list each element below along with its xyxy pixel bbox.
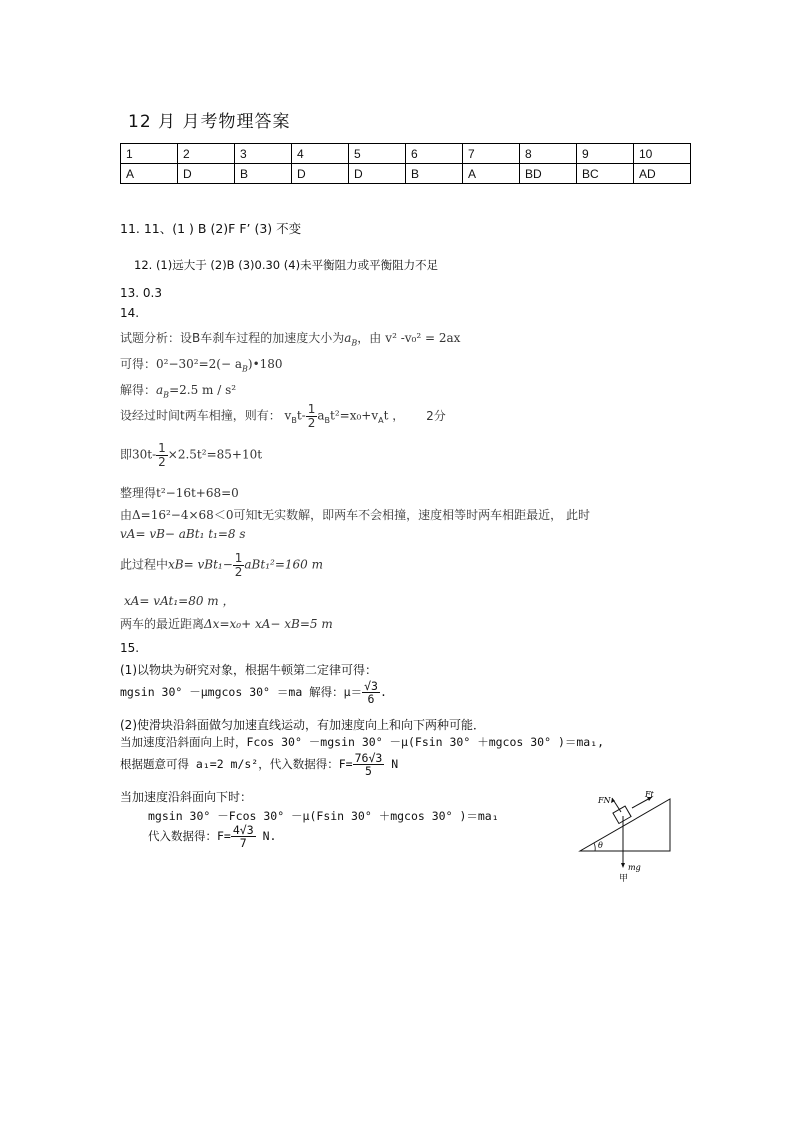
text: . — [379, 685, 387, 700]
q14-line-10: xA= vAt₁=80 m ， — [124, 594, 235, 608]
denominator: 6 — [367, 692, 375, 707]
q15-line-7: mgsin 30° －Fcos 30° －μ(Fsin 30° ＋mgcos 30° )＝ma₁ — [148, 809, 499, 823]
label: 可得： — [120, 357, 157, 371]
fraction — [231, 824, 256, 849]
answer-cell: B — [406, 164, 463, 184]
answer-11: 11. 11、(1 ) B (2)F F’ (3) 不变 — [120, 221, 302, 236]
subscript: B — [163, 390, 170, 400]
equation: xB= vBt₁− — [168, 557, 233, 572]
question-number-cell: 4 — [292, 144, 349, 164]
equation: aBt₁²=160 m — [244, 557, 323, 572]
answer-cell: D — [349, 164, 406, 184]
fn-label: FN — [598, 796, 611, 805]
answer-cell: BD — [520, 164, 577, 184]
equation: 即30t- — [120, 447, 157, 462]
denominator: 5 — [364, 764, 372, 779]
q14-line-11 — [120, 615, 333, 632]
q15-line-3: (2)使滑块沿斜面做匀加速直线运动，有加速度向上和向下两种可能． — [120, 718, 486, 732]
fraction — [362, 680, 380, 705]
equation: ×2.5t²=85+10t — [167, 447, 263, 462]
gravity-arrowhead — [621, 863, 625, 868]
q14-line-2 — [120, 355, 283, 373]
q14-line-1 — [120, 329, 460, 347]
equation: Δx=x₀+ xA− xB=5 m — [204, 617, 333, 631]
q15-line-1: (1)以物块为研究对象，根据牛顿第二定律可得： — [120, 663, 377, 677]
symbol-a: a — [317, 408, 325, 423]
answer-12: 12. (1)远大于 (2)B (3)0.30 (4)未平衡阻力或平衡阻力不足 — [134, 258, 439, 272]
q15-number: 15. — [120, 641, 140, 655]
incline-diagram — [575, 786, 675, 886]
answer-table-answer-row — [121, 164, 691, 184]
subscript: B — [351, 338, 358, 348]
subscript: B — [242, 364, 248, 374]
q15-line-8 — [148, 824, 276, 849]
theta-label: θ — [598, 841, 603, 850]
label: 解得： — [120, 383, 157, 397]
denominator: 2 — [234, 564, 243, 579]
fraction-half — [306, 403, 318, 429]
denominator: 2 — [158, 454, 166, 469]
equation: t²=x₀+v — [330, 408, 379, 423]
symbol-v: v — [284, 408, 292, 423]
text: N — [384, 757, 399, 772]
q14-line-3 — [120, 381, 236, 399]
q14-line-8: vA= vB− aBt₁ t₁=8 s — [120, 527, 246, 541]
q14-line-6 — [120, 484, 239, 501]
text: ，由 — [357, 331, 382, 345]
numerator: 4√3 — [232, 823, 254, 837]
text: 设经过时间t两车相撞，则有： — [120, 408, 281, 423]
label: 两车的最近距离 — [120, 617, 205, 631]
answer-cell: D — [292, 164, 349, 184]
numerator: 1 — [307, 402, 316, 416]
subscript: A — [378, 415, 384, 425]
denominator: 2 — [307, 415, 316, 430]
kinematics-equation: v² -v₀² = 2ax — [385, 331, 461, 345]
numerator: 1 — [234, 551, 243, 565]
fraction-half — [156, 442, 168, 468]
q14-analysis-text: 试题分析：设B车刹车过程的加速度大小为 — [120, 331, 345, 345]
symbol-a: a — [344, 331, 352, 345]
numerator: 1 — [158, 441, 166, 455]
q15-line-2 — [120, 680, 387, 705]
numerator: 76√3 — [354, 751, 383, 765]
text: N. — [255, 829, 277, 844]
answer-table-number-row — [121, 144, 691, 164]
score-note: 2分 — [426, 408, 446, 423]
text: 可知t无实数解，即两车不会相撞，速度相等时两车相距最近， 此时 — [233, 508, 590, 522]
equation-end: t ， — [383, 408, 405, 423]
question-number-cell: 5 — [349, 144, 406, 164]
q15-line-5 — [120, 752, 398, 777]
label: 此过程中 — [120, 557, 169, 572]
diagram-caption: 甲 — [619, 874, 629, 884]
subscript: B — [291, 415, 297, 425]
answer-13: 13. 0.3 — [120, 286, 162, 300]
ft-label: Ft — [645, 790, 654, 799]
equation: mgsin 30° －μmgcos 30° ＝ma 解得：μ＝ — [120, 685, 363, 700]
page-title: 12 月 月考物理答案 — [128, 112, 291, 132]
answer-cell: A — [121, 164, 178, 184]
question-number-cell: 6 — [406, 144, 463, 164]
answer-cell: BC — [577, 164, 634, 184]
equation: 由Δ=16²−4×68＜0 — [120, 508, 234, 522]
numerator: √3 — [364, 679, 378, 693]
equation: 代入数据得：F= — [148, 829, 231, 844]
answer-cell: AD — [634, 164, 691, 184]
subscript: B — [324, 415, 331, 425]
answer-cell: D — [178, 164, 235, 184]
q14-line-9 — [120, 552, 323, 578]
q15-line-6: 当加速度沿斜面向下时： — [120, 790, 253, 804]
answer-cell: A — [463, 164, 520, 184]
label: 整理得 — [120, 486, 157, 500]
q14-line-4 — [120, 403, 446, 429]
text: t- — [296, 408, 306, 423]
fraction-half — [233, 552, 245, 578]
q14-line-7 — [120, 506, 590, 523]
q15-line-4: 当加速度沿斜面向上时，Fcos 30° －mgsin 30° －μ(Fsin 30° ＋mgcos 30° )＝ma₁, — [120, 735, 605, 749]
fraction — [353, 752, 385, 777]
q14-number: 14. — [120, 306, 140, 320]
answer-table — [120, 143, 691, 184]
equation: t²−16t+68=0 — [156, 486, 239, 500]
question-number-cell: 1 — [121, 144, 178, 164]
question-number-cell: 3 — [235, 144, 292, 164]
equation: 根据题意可得 a₁=2 m/s²，代入数据得：F= — [120, 757, 353, 772]
question-number-cell: 2 — [178, 144, 235, 164]
question-number-cell: 9 — [577, 144, 634, 164]
block — [613, 806, 631, 823]
question-number-cell: 10 — [634, 144, 691, 164]
denominator: 7 — [239, 836, 247, 851]
equation-tail: )•180 — [247, 357, 283, 371]
angle-arc — [594, 843, 595, 851]
question-number-cell: 7 — [463, 144, 520, 164]
q14-line-5 — [120, 442, 262, 468]
question-number-cell: 8 — [520, 144, 577, 164]
answer-cell: B — [235, 164, 292, 184]
mg-label: mg — [628, 863, 641, 872]
equation: 0²−30²=2(− a — [156, 357, 242, 371]
symbol-a: a — [156, 383, 164, 397]
equation: =2.5 m / s² — [169, 383, 237, 397]
